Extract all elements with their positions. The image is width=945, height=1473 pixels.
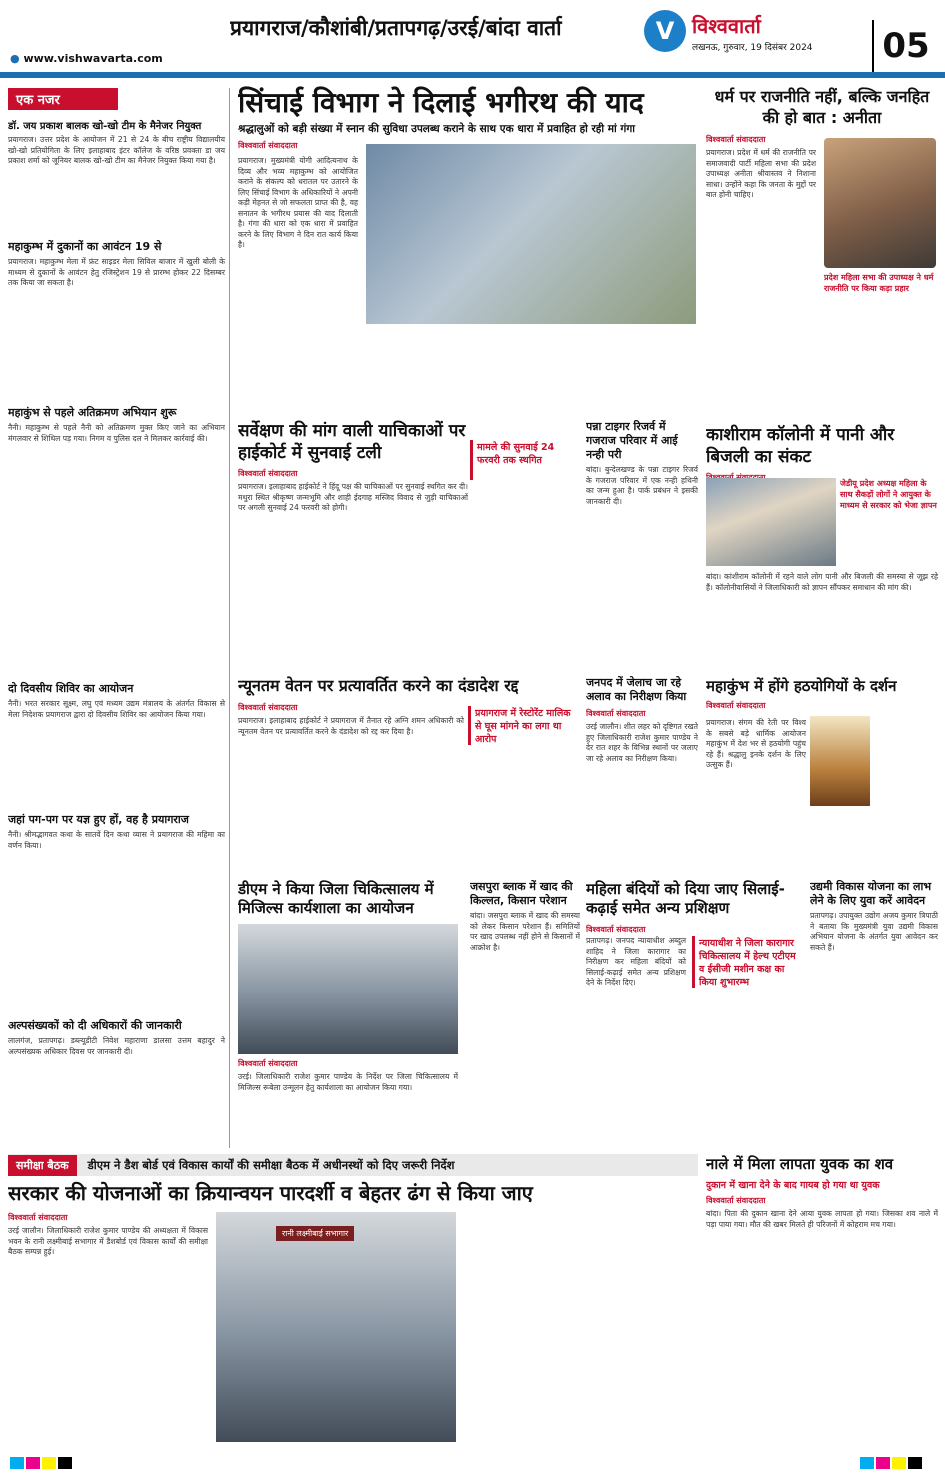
alav-story	[586, 676, 698, 876]
survey-kicker: मामले की सुनवाई 24 फरवरी तक स्थगित	[470, 440, 580, 480]
brief-headline: महाकुंभ से पहले अतिक्रमण अभियान शुरू	[8, 406, 177, 419]
wage-headline: न्यूनतम वेतन पर प्रत्यावर्तित करने का दंडादेश रद्द	[238, 676, 519, 695]
region-title: प्रयागराज/कौशांबी/प्रतापगढ़/उरई/बांदा वार्ता	[230, 16, 562, 40]
brand-name: विश्ववार्ता	[692, 14, 761, 38]
kashiram-body: बांदा। कांशीराम कॉलोनी में रहने वाले लोग पानी और बिजली की समस्या से जूझ रहे हैं। कॉलोनीवासियों ने जिलाधिकारी को ज्ञापन सौंपकर समाधान की मांग की।	[706, 572, 938, 592]
udyami-story	[810, 880, 938, 1150]
photo-caption: प्रदेश महिला सभा की उपाध्यक्ष ने धर्म राजनीति पर किया कड़ा प्रहार	[824, 273, 934, 293]
review-body-continued	[462, 1226, 698, 1442]
alav-body: उरई जालौन। शीत लहर को दृष्टिगत रखते हुए जिलाधिकारी राजेश कुमार पाण्डेय ने देर रात शहर के विभिन्न स्थानों पर जलाए जा रहे अलाव का निरीक्षण किया।	[586, 722, 698, 763]
hathyogi-body: प्रयागराज। संगम की रेती पर विश्व के सबसे बड़े धार्मिक आयोजन महाकुंभ में देश भर से हठयोगी पहुंच रहे हैं। श्रद्धालु इनके दर्शन के लिए उत्सुक हैं।	[706, 718, 806, 769]
kumbh-aerial-photo	[366, 144, 696, 324]
women-headline: महिला बंदियों को दिया जाए सिलाई-कढ़ाई समेत अन्य प्रशिक्षण	[586, 880, 785, 917]
byline: विश्ववार्ता संवाददाता	[586, 709, 646, 718]
politics-headline: धर्म पर राजनीति नहीं, बल्कि जनहित की हो बात : अनीता	[714, 87, 930, 127]
website-url[interactable]: ● www.vishwavarta.com	[10, 52, 163, 65]
kashiram-headline: काशीराम कॉलोनी में पानी और बिजली का संकट	[706, 425, 895, 467]
workshop-body: उरई। जिलाधिकारी राजेश कुमार पाण्डेय के निर्देश पर जिला चिकित्सालय में मिजिल्स रूबेला उन्मूलन हेतु कार्यशाला का आयोजन किया गया।	[238, 1072, 458, 1092]
byline: विश्ववार्ता संवाददाता	[238, 469, 298, 478]
header-rule	[0, 72, 945, 78]
lead-headline: सिंचाई विभाग ने दिलाई भगीरथ की याद	[238, 86, 644, 119]
brief-body: लालगंज, प्रतापगढ़। डब्ल्यूडीटी निवेश महाराणा डालसा उत्तम बहादुर ने अल्पसंख्यक अधिकार दिवस पर जानकारी दी।	[8, 1036, 225, 1056]
globe-icon: ●	[10, 52, 20, 65]
byline: विश्ववार्ता संवाददाता	[706, 701, 766, 710]
review-meeting-photo	[216, 1212, 456, 1442]
logo-mark: V	[644, 10, 686, 52]
brief-headline: महाकुम्भ में दुकानों का आवंटन 19 से	[8, 240, 162, 253]
brief-headline: अल्पसंख्यकों को दी अधिकारों की जानकारी	[8, 1019, 182, 1032]
byline: विश्ववार्ता संवाददाता	[238, 703, 298, 712]
byline: विश्ववार्ता संवाददाता	[238, 141, 298, 150]
byline: विश्ववार्ता संवाददाता	[238, 1059, 298, 1068]
hathyogi-story	[706, 676, 938, 876]
section-label: एक नजर	[8, 88, 118, 110]
women-body: प्रतापगढ़। जनपद न्यायाधीश अब्दुल शाहिद ने जिला कारागार का निरीक्षण कर महिला बंदियों को सिलाई-कढ़ाई समेत अन्य प्रशिक्षण देने के निर्देश दिए।	[586, 936, 686, 987]
anita-portrait	[824, 138, 936, 268]
missing-story	[706, 1154, 938, 1442]
hall-banner: रानी लक्ष्मीबाई सभागार	[276, 1226, 354, 1241]
brief-body: प्रयागराज। उत्तर प्रदेश के आयोजन में 21 से 24 के बीच राष्ट्रीय विद्यालयीय खो-खो प्रतियोगिता के लिए इलाहाबाद इंटर कॉलेज के वरिष्ठ प्रवक्ता डा जय प्रकाश शर्मा को जूनियर बालक खो-खो टीम का मैनेजर नियुक्त किया गया है।	[8, 135, 225, 165]
survey-body: प्रयागराज। इलाहाबाद हाईकोर्ट ने हिंदू पक्ष की याचिकाओं पर सुनवाई स्थगित कर दी। मथुरा स्थित श्रीकृष्ण जन्मभूमि और शाही ईदगाह मस्जिद विवाद से जुड़ी याचिकाओं पर अगली सुनवाई 24 फरवरी को होगी।	[238, 482, 468, 512]
brief-headline: जहां पग-पग पर यज्ञ हुए हों, वह है प्रयागराज	[8, 813, 189, 826]
sadhu-photo	[810, 716, 870, 806]
lead-subhead: श्रद्धालुओं को बड़ी संख्या में स्नान की सुविधा उपलब्ध कराने के साथ एक धारा में प्रवाहित हो रही मां गंगा	[238, 123, 635, 135]
review-headline: सरकार की योजनाओं का क्रियान्वयन पारदर्शी व बेहतर ढंग से किया जाए	[8, 1181, 533, 1205]
politics-body: प्रयागराज। प्रदेश में धर्म की राजनीति पर समाजवादी पार्टी महिला सभा की प्रदेश उपाध्यक्ष अनीता श्रीवास्तव ने निशाना साधा। उन्होंने कहा कि जनता के मुद्दों पर बात होनी चाहिए।	[706, 148, 816, 199]
udyami-body: प्रतापगढ़। उपायुक्त उद्योग अजय कुमार त्रिपाठी ने बताया कि मुख्यमंत्री युवा उद्यमी विकास अभियान योजना के अंतर्गत युवा आवेदन कर सकते हैं।	[810, 911, 938, 952]
tiger-body: बांदा। बुन्देलखण्ड के पन्ना टाइगर रिजर्व के गजराज परिवार में एक नन्ही हथिनी का जन्म हुआ है। पार्क प्रबंधन ने इसकी जानकारी दी।	[586, 465, 698, 506]
politics-story	[706, 86, 938, 416]
brief-headline: डॉ. जय प्रकाश बालक खो-खो टीम के मैनेजर नियुक्त	[8, 121, 202, 132]
left-column	[8, 88, 230, 1148]
page-number: 05	[872, 20, 938, 72]
lead-body-continued	[366, 328, 696, 416]
review-body: उरई जालौन। जिलाधिकारी राजेश कुमार पाण्डेय की अध्यक्षता में विकास भवन के रानी लक्ष्मीबाई सभागार में डैशबोर्ड एवं विकास कार्यों की समीक्षा बैठक सम्पन्न हुई।	[8, 1226, 208, 1256]
wage-story	[238, 676, 580, 876]
dateline: लखनऊ, गुरुवार, 19 दिसंबर 2024	[692, 43, 813, 53]
lead-body: प्रयागराज। मुख्यमंत्री योगी आदित्यनाथ के दिव्य और भव्य महाकुम्भ को आयोजित कराने के संकल्प को धरातल पर उतारने के लिए सिंचाई विभाग के अधिकारियों ने अपनी कड़ी मेहनत से जो सफलता प्राप्त की है, वह सनातन के भगीरथ प्रयास की याद दिलाती है। गंगा की धारा को एक धारा में प्रवाहित करने के लिए विभाग ने दिन रात कार्य किया है।	[238, 156, 358, 249]
brief-body: प्रयागराज। महाकुम्भ मेला में फ्रंट साइडर मेला सिविल बाजार में खुली बोली के माध्यम से दुकानों के आवंटन हेतु रजिस्ट्रेशन 19 से प्रारम्भ होकर 22 दिसम्बर तक किया जा सकता है।	[8, 257, 225, 287]
survey-headline: सर्वेक्षण की मांग वाली याचिकाओं पर हाईकोर्ट में सुनवाई टली	[238, 421, 466, 463]
brief-body: नैनी। भरत सरकार सूक्ष्म, लघु एवं मध्यम उद्यम मंत्रालय के अंतर्गत विकास से मेला निदेशक प्रयागराज द्वारा दो दिवसीय शिविर का आयोजन किया गया।	[8, 699, 225, 719]
protest-photo	[706, 478, 836, 566]
missing-body: बांदा। पिता की दुकान खाना देने आया युवक लापता हो गया। जिसका शव नाले में पड़ा पाया गया। मौत की खबर मिलते ही परिजनों में कोहराम मच गया।	[706, 1209, 938, 1229]
hathyogi-headline: महाकुंभ में होंगे हठयोगियों के दर्शन	[706, 677, 897, 695]
lead-story	[238, 86, 698, 416]
alav-headline: जनपद में जेलाच जा रहे अलाव का निरीक्षण किया	[586, 676, 687, 703]
wage-body: प्रयागराज। इलाहाबाद हाईकोर्ट ने प्रयागराज में तैनात रहे अग्नि शमन अधिकारी को न्यूनतम वेतन पर प्रत्यावर्तित करने के दंडादेश को रद्द कर दिया है।	[238, 716, 464, 736]
survey-story	[238, 420, 468, 670]
tiger-story	[586, 420, 698, 670]
missing-kicker: दुकान में खाना देने के बाद गायब हो गया था युवक	[706, 1180, 880, 1191]
tiger-headline: पन्ना टाइगर रिजर्व में गजराज परिवार में आई नन्ही परी	[586, 420, 678, 461]
workshop-photo	[238, 924, 458, 1054]
women-story	[586, 880, 804, 1150]
missing-headline: नाले में मिला लापता युवक का शव	[706, 1155, 894, 1173]
brief-headline: दो दिवसीय शिविर का आयोजन	[8, 682, 134, 695]
review-strap	[8, 1154, 698, 1176]
review-strap-text: डीएम ने डैश बोर्ड एवं विकास कार्यों की समीक्षा बैठक में अधीनस्थों को दिए जरूरी निर्देश	[87, 1158, 455, 1172]
byline: विश्ववार्ता संवाददाता	[706, 1196, 766, 1205]
review-story	[8, 1212, 698, 1442]
byline: विश्ववार्ता संवाददाता	[8, 1213, 68, 1222]
review-tag: समीक्षा बैठक	[8, 1155, 77, 1176]
wage-kicker: प्रयागराज में रेस्टोरेंट मालिक से घूस मांगने का लगा था आरोप	[468, 706, 578, 745]
print-registration-strip	[0, 1448, 945, 1473]
byline: विश्ववार्ता संवाददाता	[586, 925, 646, 934]
brief-body: नैनी। श्रीमद्भागवत कथा के सातवें दिन कथा व्यास ने प्रयागराज की महिमा का वर्णन किया।	[8, 830, 225, 850]
udyami-headline: उद्यमी विकास योजना का लाभ लेने के लिए युवा करें आवेदन	[810, 880, 932, 907]
khad-headline: जसपुरा ब्लाक में खाद की किल्लत, किसान परेशान	[470, 880, 573, 907]
khad-story	[470, 880, 580, 1150]
byline: विश्ववार्ता संवाददाता	[706, 135, 766, 144]
brief-body: नैनी। महाकुम्भ से पहले नैनी को अतिक्रमण मुक्त किए जाने का अभियान मंगलवार से शिथिल पड़ गया। निगम व पुलिस दल ने मिलकर कार्रवाई की।	[8, 423, 225, 443]
masthead-logo	[644, 10, 864, 60]
workshop-headline: डीएम ने किया जिला चिकित्सालय में मिजिल्स कार्यशाला का आयोजन	[238, 880, 434, 917]
kashiram-story	[706, 424, 938, 670]
photo-caption: जेडीयू प्रदेश अध्यक्ष महिला के साथ सैकड़ों लोगों ने आयुक्त के माध्यम से सरकार को भेजा ज्ञापन	[840, 479, 937, 510]
women-kicker: न्यायाधीश ने जिला कारागार चिकित्सालय में हेल्थ एटीएम व ईसीजी मशीन कक्ष का किया शुभारम्भ	[692, 936, 802, 988]
khad-body: बांदा। जसपुरा ब्लाक में खाद की समस्या को लेकर किसान परेशान हैं। समितियों पर खाद उपलब्ध नहीं होने से किसानों में आक्रोश है।	[470, 911, 580, 952]
workshop-story	[238, 880, 458, 1150]
